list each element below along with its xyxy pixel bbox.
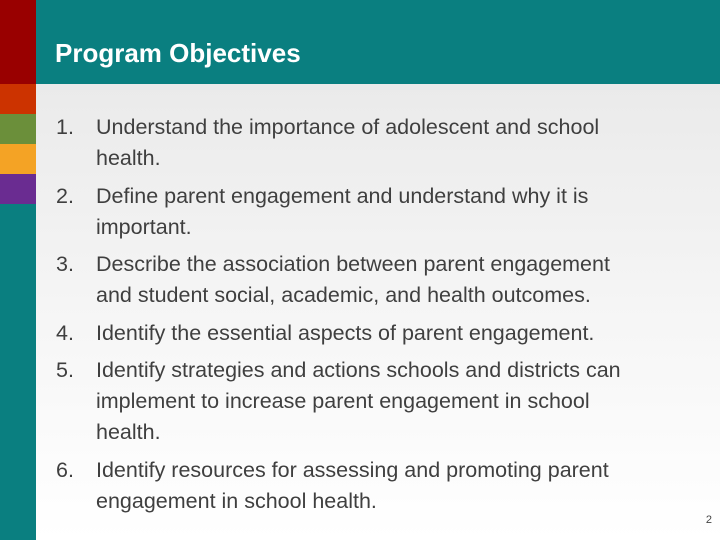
item-line: Identify the essential aspects of parent engagement. (96, 321, 595, 345)
accent-strip-red (0, 0, 36, 84)
item-line: implement to increase parent engagement in school (96, 389, 590, 413)
page-number: 2 (705, 514, 712, 526)
item-line: important. (96, 215, 192, 239)
item-number: 4. (56, 321, 74, 345)
item-number: 5. (56, 358, 74, 382)
item-line: Identify resources for assessing and promoting parent (96, 458, 609, 482)
item-number: 3. (56, 252, 74, 276)
accent-strip-teal (0, 204, 36, 540)
accent-strip-purple (0, 174, 36, 204)
accent-strip-orange-red (0, 84, 36, 114)
accent-strip-orange (0, 144, 36, 174)
item-line: Describe the association between parent engagement (96, 252, 610, 276)
item-number: 6. (56, 458, 74, 482)
slide-title: Program Objectives (55, 38, 301, 68)
item-line: health. (96, 146, 161, 170)
item-line: Understand the importance of adolescent and school (96, 115, 600, 139)
item-number: 2. (56, 184, 74, 208)
item-line: Define parent engagement and understand why it is (96, 184, 589, 208)
accent-strip-green (0, 114, 36, 144)
item-line: engagement in school health. (96, 489, 377, 513)
item-line: and student social, academic, and health outcomes. (96, 283, 591, 307)
item-line: health. (96, 420, 161, 444)
item-number: 1. (56, 115, 74, 139)
slide-header (36, 0, 720, 84)
item-line: Identify strategies and actions schools and districts can (96, 358, 621, 382)
